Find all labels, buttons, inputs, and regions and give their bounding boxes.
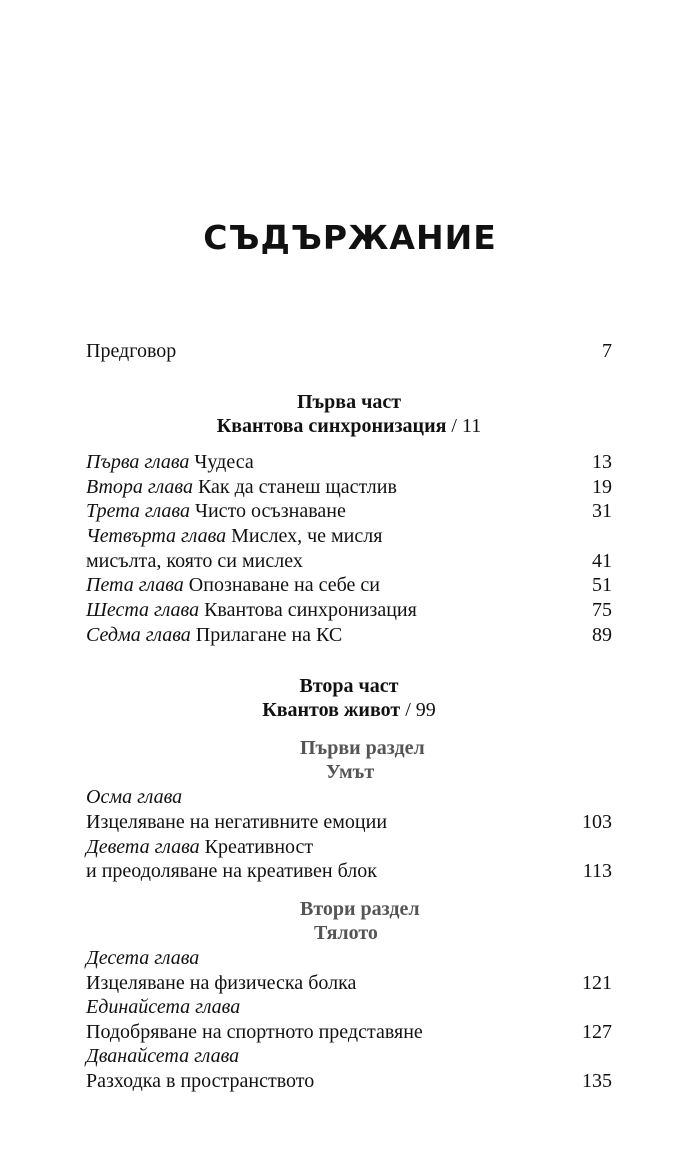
chapter-prefix: Осма глава <box>86 786 183 808</box>
entry-page: 7 <box>602 340 612 362</box>
toc-entry[interactable] <box>86 474 612 500</box>
chapter-title: Креативност <box>204 836 314 858</box>
chapter-prefix: Втора глава <box>86 476 193 498</box>
chapter-title: Опознаване на себе си <box>188 574 381 596</box>
entry-page: 103 <box>582 811 612 833</box>
entry-page: 89 <box>592 624 612 646</box>
chapter-prefix: Дванайсета глава <box>86 1045 240 1067</box>
part-title[interactable] <box>86 413 612 439</box>
toc-entry-continuation[interactable] <box>86 1068 612 1094</box>
chapter-title: Изцеляване на негативните емоции <box>86 811 388 833</box>
entry-page: 127 <box>582 1021 612 1043</box>
chapter-title: Квантова синхронизация <box>204 599 417 621</box>
part-title-text: Квантова синхронизация <box>216 415 447 437</box>
chapter-title: Как да станеш щастлив <box>197 476 397 498</box>
toc-entry[interactable] <box>86 945 612 971</box>
section-label: Втори раздел <box>300 898 420 920</box>
chapter-title: Изцеляване на физическа болка <box>86 972 357 994</box>
toc-entry[interactable] <box>86 597 612 623</box>
entry-page: 113 <box>582 860 612 882</box>
toc-entry[interactable] <box>86 572 612 598</box>
entry-page: 31 <box>592 500 612 522</box>
chapter-title: Мислех, че мисля <box>231 525 383 547</box>
toc-entry[interactable] <box>86 1043 612 1069</box>
chapter-prefix: Пета глава <box>86 574 184 596</box>
chapter-title: Разходка в пространството <box>86 1070 315 1092</box>
chapter-prefix: Десета глава <box>86 947 200 969</box>
part-title-text: Квантов живот <box>262 699 401 721</box>
chapter-prefix: Седма глава <box>86 624 191 646</box>
toc-entry[interactable] <box>86 784 612 810</box>
chapter-title: Чудеса <box>194 451 254 473</box>
entry-page: 51 <box>592 574 612 596</box>
entry-page: 19 <box>592 476 612 498</box>
toc-entry[interactable] <box>86 622 612 648</box>
entry-page: 121 <box>582 972 612 994</box>
toc-entry[interactable] <box>86 449 612 475</box>
part-page: / 99 <box>405 699 436 721</box>
chapter-title: Чисто осъзнаване <box>194 500 346 522</box>
chapter-prefix: Четвърта глава <box>86 525 227 547</box>
entry-title: Предговор <box>86 340 177 362</box>
toc-entry[interactable] <box>86 834 612 860</box>
chapter-prefix: Шеста глава <box>86 599 200 621</box>
chapter-prefix: Първа глава <box>86 451 190 473</box>
chapter-prefix: Девета глава <box>86 836 200 858</box>
section-title: Умът <box>326 761 375 783</box>
chapter-title: Прилагане на КС <box>195 624 343 646</box>
section-title: Тялото <box>314 922 378 944</box>
page-title: СЪДЪРЖАНИЕ <box>203 218 497 257</box>
part-label: Първа част <box>296 391 402 413</box>
toc-entry[interactable] <box>86 498 612 524</box>
entry-page: 13 <box>592 451 612 473</box>
chapter-prefix: Единайсета глава <box>86 996 241 1018</box>
toc-entry-continuation[interactable] <box>86 858 612 884</box>
toc-entry-continuation[interactable] <box>86 970 612 996</box>
toc-entry-continuation[interactable] <box>86 809 612 835</box>
section-label: Първи раздел <box>300 737 425 759</box>
part-page: / 11 <box>451 415 482 437</box>
entry-page: 41 <box>592 550 612 572</box>
toc-entry-preface[interactable] <box>86 338 612 364</box>
entry-page: 75 <box>592 599 612 621</box>
part-label: Втора част <box>299 675 399 697</box>
entry-page: 135 <box>582 1070 612 1092</box>
chapter-prefix: Трета глава <box>86 500 190 522</box>
part-title[interactable] <box>86 697 612 723</box>
toc-entry[interactable] <box>86 994 612 1020</box>
chapter-title: Подобряване на спортното представяне <box>86 1021 423 1043</box>
toc-entry-continuation[interactable] <box>86 1019 612 1045</box>
toc-entry[interactable] <box>86 523 612 549</box>
toc-entry-continuation[interactable] <box>86 548 612 574</box>
chapter-title: мисълта, която си мислех <box>86 550 303 572</box>
chapter-title: и преодоляване на креативен блок <box>86 860 377 882</box>
